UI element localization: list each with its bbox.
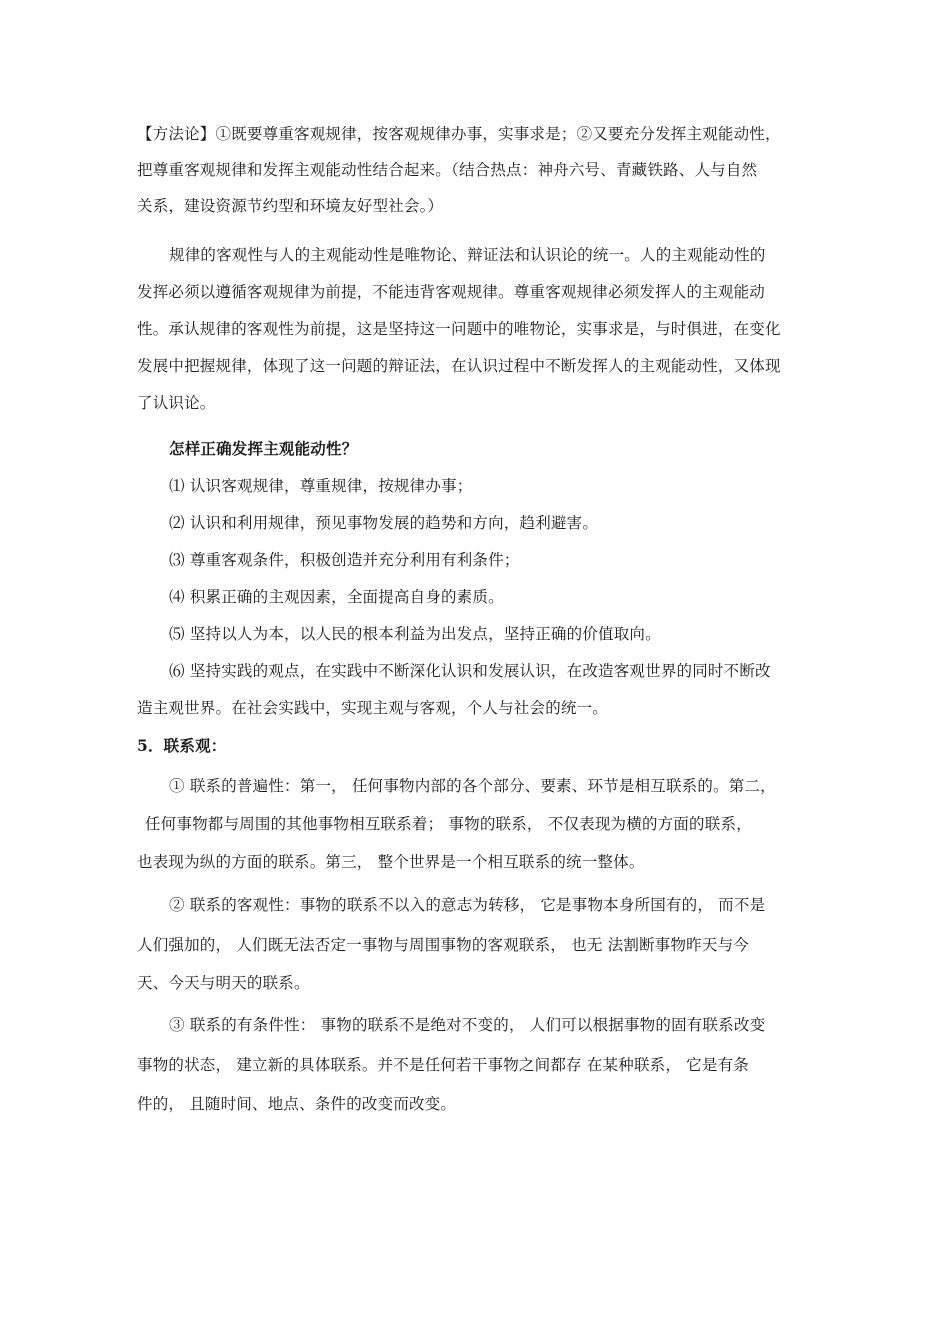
objectivity-line-3: 天、今天与明天的联系。 <box>137 974 310 992</box>
list-item-2: ⑵ 认识和利用规律，预见事物发展的趋势和方向，趋利避害。 <box>169 514 599 532</box>
paragraph-line-4: 发展中把握规律，体现了这一问题的辩证法，在认识过程中不断发挥人的主观能动性，又体现 <box>137 357 781 375</box>
objectivity-line-1: ② 联系的客观性：事物的联系不以入的意志为转移， 它是事物本身所国有的， 而不是 <box>169 896 766 914</box>
list-item-1: ⑴ 认识客观规律，尊重规律，按规律办事； <box>169 477 473 495</box>
list-item-6-continued: 造主观世界。在社会实践中，实现主观与客观，个人与社会的统一。 <box>137 699 609 717</box>
paragraph-line-1: 规律的客观性与人的主观能动性是唯物论、辩证法和认识论的统一。人的主观能动性的 <box>169 246 766 264</box>
section-title-connection: 5．联系观： <box>137 736 227 755</box>
universality-line-2: 任何事物都与周围的其他事物相互联系着； 事物的联系， 不仅表现为横的方面的联系， <box>145 815 752 833</box>
universality-line-3: 也表现为纵的方面的联系。第三， 整个世界是一个相互联系的统一整体。 <box>137 853 645 871</box>
list-item-5: ⑸ 坚持以人为本，以人民的根本利益为出发点，坚持正确的价值取向。 <box>169 625 661 643</box>
list-item-4: ⑷ 积累正确的主观因素，全面提高自身的素质。 <box>169 588 504 606</box>
section-heading: 怎样正确发挥主观能动性？ <box>169 439 358 458</box>
paragraph-line-2: 发挥必须以遵循客观规律为前提，不能违背客观规律。尊重客观规律必须发挥人的主观能动 <box>137 283 766 301</box>
conditionality-line-3: 件的， 且随时间、地点、条件的改变而改变。 <box>137 1095 457 1113</box>
conditionality-line-2: 事物的状态， 建立新的具体联系。并不是任何若干事物之间都存 在某种联系， 它是有条 <box>137 1056 749 1074</box>
list-item-3: ⑶ 尊重客观条件，积极创造并充分利用有利条件； <box>169 551 520 569</box>
methodology-line-2: 把尊重客观规律和发挥主观能动性结合起来。（结合热点：神舟六号、青藏铁路、人与自然 <box>137 161 758 179</box>
universality-line-1: ① 联系的普遍性：第一， 任何事物内部的各个部分、要素、环节是相互联系的。第二， <box>169 777 776 795</box>
conditionality-line-1: ③ 联系的有条件性： 事物的联系不是绝对不变的， 人们可以根据事物的固有联系改变 <box>169 1016 766 1034</box>
paragraph-line-5: 了认识论。 <box>137 394 216 412</box>
list-item-6: ⑹ 坚持实践的观点，在实践中不断深化认识和发展认识，在改造客观世界的同时不断改 <box>169 662 771 680</box>
paragraph-line-3: 性。承认规律的客观性为前提，这是坚持这一问题中的唯物论，实事求是，与时俱进，在变化 <box>137 320 781 338</box>
methodology-line-3: 关系，建设资源节约型和环境友好型社会。） <box>137 197 444 215</box>
objectivity-line-2: 人们强加的， 人们既无法否定一事物与周围事物的客观联系， 也无 法割断事物昨天与今 <box>137 936 749 954</box>
methodology-line-1: 【方法论】①既要尊重客观规律，按客观规律办事，实事求是；②又要充分发挥主观能动性， <box>137 125 781 143</box>
